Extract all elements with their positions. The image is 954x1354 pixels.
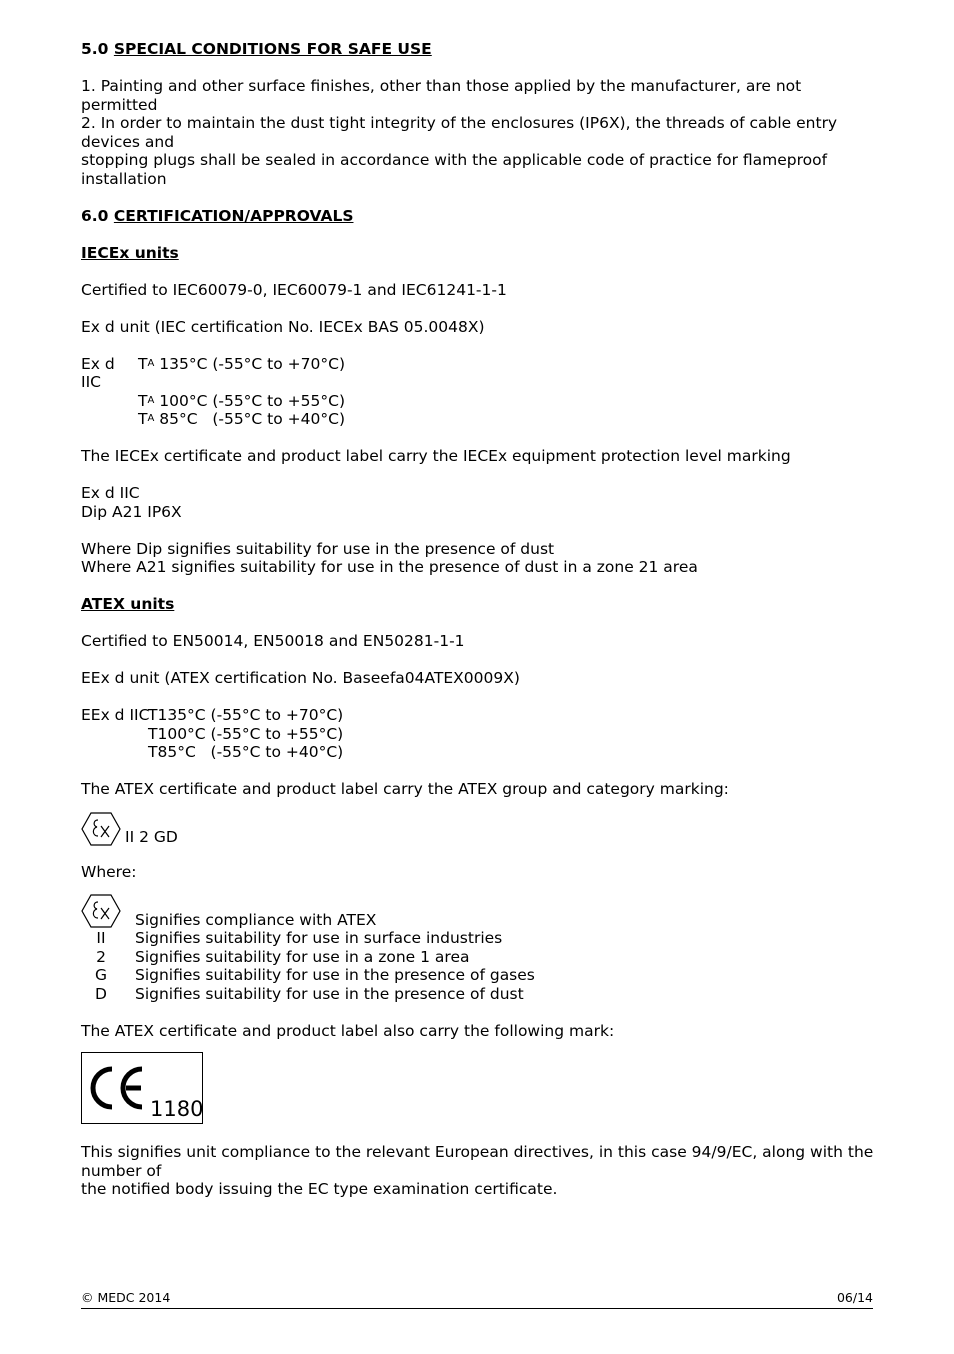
iecex-epl-intro: The IECEx certificate and product label carry the IECEx equipment protection level marking bbox=[81, 447, 791, 465]
ce-explanation-2: the notified body issuing the EC type examination certificate. bbox=[81, 1180, 558, 1198]
ex-hexagon-icon bbox=[81, 893, 121, 929]
iecex-epl-line-1: Ex d IIC bbox=[81, 484, 140, 502]
ce-logo-icon bbox=[86, 1063, 148, 1113]
section-6-heading bbox=[81, 207, 881, 226]
iecex-heading: IECEx units bbox=[81, 243, 179, 262]
footer-divider bbox=[81, 1308, 873, 1309]
iecex-rating-2: T A 100°C (-55°C to +55°C) bbox=[138, 391, 346, 410]
atex-unit: EEx d unit (ATEX certification No. Baseefa04ATEX0009X) bbox=[81, 669, 520, 687]
atex-rating-2: T100°C (-55°C to +55°C) bbox=[148, 724, 344, 743]
section-5-number: 5.0 bbox=[81, 40, 109, 58]
atex-rating-3: T85°C (-55°C to +40°C) bbox=[148, 743, 344, 761]
atex-marking-intro: The ATEX certificate and product label carry the ATEX group and category marking: bbox=[81, 780, 729, 798]
atex-heading: ATEX units bbox=[81, 595, 175, 613]
condition-2-cont: stopping plugs shall be sealed in accordance with the applicable code of practice for flameproof installation bbox=[81, 151, 828, 188]
section-6-title: CERTIFICATION/APPROVALS bbox=[113, 206, 354, 225]
iecex-rating-3: T A 85°C (-55°C to +40°C) bbox=[138, 410, 345, 428]
atex-symbol-row: II Signifies suitability for use in surface industries bbox=[96, 929, 503, 947]
condition-1: 1. Painting and other surface finishes, other than those applied by the manufacturer, are not permitted bbox=[81, 77, 802, 114]
iecex-epl-line-2: Dip A21 IP6X bbox=[81, 502, 182, 521]
atex-symbol-row-ex bbox=[81, 893, 881, 929]
atex-ex-meaning: Signifies compliance with ATEX bbox=[135, 910, 377, 929]
atex-marking bbox=[81, 807, 881, 847]
atex-where: Where: bbox=[81, 862, 137, 881]
atex-code-prefix: EEx d IIC bbox=[81, 706, 155, 724]
iecex-unit: Ex d unit (IEC certification No. IECEx BAS 05.0048X) bbox=[81, 317, 485, 336]
condition-2: 2. In order to maintain the dust tight integrity of the enclosures (IP6X), the threads of cable entry devices and bbox=[81, 114, 838, 151]
ce-explanation-1: This signifies unit compliance to the relevant European directives, in this case 94/9/EC, along with the number of bbox=[81, 1143, 874, 1180]
page-footer bbox=[81, 1290, 873, 1305]
atex-ce-intro: The ATEX certificate and product label also carry the following mark: bbox=[81, 1021, 615, 1040]
iecex-certified: Certified to IEC60079-0, IEC60079-1 and IEC61241-1-1 bbox=[81, 280, 507, 299]
atex-certified: Certified to EN50014, EN50018 and EN50281-1-1 bbox=[81, 632, 465, 650]
iecex-rating-1: Ex d IIC T A 135°C (-55°C to +70°C) bbox=[81, 354, 346, 391]
section-5-title: SPECIAL CONDITIONS FOR SAFE USE bbox=[113, 40, 432, 58]
ce-mark bbox=[81, 1052, 203, 1124]
atex-symbol-row: G Signifies suitability for use in the presence of gases bbox=[94, 966, 535, 984]
atex-rating-1: EEx d IIC T135°C (-55°C to +70°C) bbox=[81, 706, 344, 724]
atex-marking-text: II 2 GD bbox=[125, 828, 178, 846]
atex-symbol-row: D Signifies suitability for use in the presence of dust bbox=[95, 984, 524, 1003]
iecex-where-2: Where A21 signifies suitability for use in the presence of dust in a zone 21 area bbox=[81, 558, 698, 576]
iecex-code-prefix: Ex d IIC bbox=[81, 354, 115, 391]
atex-symbol-row: 2 Signifies suitability for use in a zone 1 area bbox=[96, 947, 470, 966]
document-page bbox=[81, 40, 881, 1199]
footer-date: 06/14 bbox=[836, 1290, 873, 1305]
section-5-heading bbox=[81, 40, 881, 59]
footer-copyright: © MEDC 2014 bbox=[81, 1290, 171, 1305]
ex-hexagon-icon bbox=[81, 811, 121, 847]
iecex-where-1: Where Dip signifies suitability for use in the presence of dust bbox=[81, 539, 555, 558]
ce-notified-body-number: 1180 bbox=[150, 1097, 204, 1121]
section-6-number: 6.0 bbox=[81, 206, 109, 225]
